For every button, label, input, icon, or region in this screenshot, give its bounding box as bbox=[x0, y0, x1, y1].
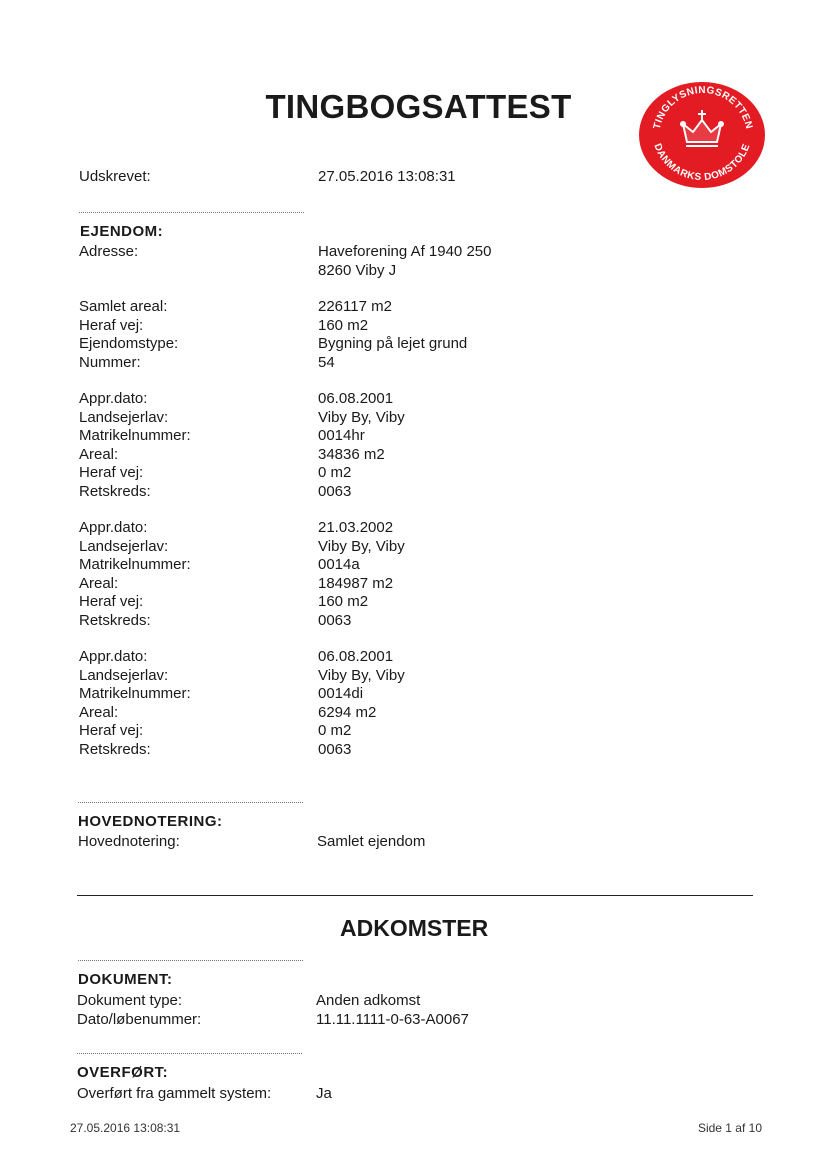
divider bbox=[78, 802, 303, 803]
parcel-value: 184987 m2 bbox=[318, 574, 394, 592]
parcel-label: Appr.dato: bbox=[79, 519, 148, 536]
footer-page-number: Side 1 af 10 bbox=[697, 1121, 762, 1135]
adresse-line2: 8260 Viby J bbox=[318, 262, 397, 279]
parcel-label: Retskreds: bbox=[79, 740, 151, 758]
parcel-value: 06.08.2001 bbox=[318, 390, 394, 407]
summary-label: Heraf vej: bbox=[79, 316, 144, 334]
parcel-value: Viby By, Viby bbox=[318, 408, 405, 426]
summary-value: 54 bbox=[318, 353, 335, 371]
hovednotering-value: Samlet ejendom bbox=[317, 833, 426, 850]
divider bbox=[77, 1053, 302, 1054]
parcel-label: Retskreds: bbox=[79, 482, 151, 500]
parcel-label: Heraf vej: bbox=[79, 464, 144, 481]
summary-value: 160 m2 bbox=[318, 316, 369, 334]
summary-label: Ejendomstype: bbox=[79, 335, 179, 352]
section-rule bbox=[77, 895, 753, 896]
parcel-label: Heraf vej: bbox=[79, 593, 144, 610]
divider bbox=[78, 960, 303, 961]
svg-text:TINGLYSNINGSRETTEN: TINGLYSNINGSRETTEN bbox=[651, 84, 755, 131]
summary-label: Nummer: bbox=[79, 353, 141, 371]
parcel-label: Heraf vej: bbox=[79, 722, 144, 739]
parcel-label: Areal: bbox=[79, 574, 119, 592]
parcel-value: 34836 m2 bbox=[318, 445, 385, 463]
adresse-label: Adresse: bbox=[79, 243, 139, 260]
parcel-value: 0063 bbox=[318, 611, 352, 629]
summary-label: Samlet areal: bbox=[79, 298, 168, 315]
parcel-value: 0 m2 bbox=[318, 722, 352, 739]
overfoert-label: Overført fra gammelt system: bbox=[77, 1085, 272, 1102]
parcel-label: Landsejerlav: bbox=[79, 537, 169, 555]
page-title: TINGBOGSATTEST bbox=[265, 88, 572, 125]
parcel-value: 21.03.2002 bbox=[318, 519, 394, 536]
parcel-value: 0014di bbox=[318, 685, 364, 702]
dokument-type-value: Anden adkomst bbox=[316, 992, 421, 1009]
parcel-label: Landsejerlav: bbox=[79, 666, 169, 684]
dokument-heading: DOKUMENT: bbox=[78, 971, 173, 988]
parcel-label: Retskreds: bbox=[79, 611, 151, 629]
parcel-label: Appr.dato: bbox=[79, 390, 148, 407]
parcel-label: Areal: bbox=[79, 703, 119, 721]
parcel-value: Viby By, Viby bbox=[318, 537, 405, 555]
parcel-value: 160 m2 bbox=[318, 593, 369, 610]
parcel-value: 06.08.2001 bbox=[318, 648, 394, 665]
adresse-line1: Haveforening Af 1940 250 bbox=[318, 243, 492, 260]
ejendom-heading: EJENDOM: bbox=[80, 223, 164, 240]
divider bbox=[79, 212, 304, 213]
hovednotering-label: Hovednotering: bbox=[78, 833, 180, 850]
court-seal-logo bbox=[637, 80, 767, 190]
parcel-label: Landsejerlav: bbox=[79, 408, 169, 426]
parcel-value: 0014hr bbox=[318, 427, 365, 444]
dokument-type-label: Dokument type: bbox=[77, 992, 183, 1009]
summary-value: Bygning på lejet grund bbox=[318, 335, 468, 352]
parcel-value: 6294 m2 bbox=[318, 703, 377, 721]
parcel-label: Appr.dato: bbox=[79, 648, 148, 665]
dato-loebenummer-value: 11.11.1111-0-63-A0067 bbox=[316, 1011, 469, 1028]
parcel-label: Matrikelnummer: bbox=[79, 556, 191, 573]
udskrevet-label: Udskrevet: bbox=[79, 168, 151, 185]
parcel-label: Areal: bbox=[79, 445, 119, 463]
parcel-label: Matrikelnummer: bbox=[79, 685, 191, 702]
summary-value: 226117 m2 bbox=[318, 298, 392, 315]
parcel-value: 0 m2 bbox=[318, 464, 352, 481]
svg-text:DANMARKS DOMSTOLE: DANMARKS DOMSTOLE bbox=[651, 142, 753, 184]
hovednotering-heading: HOVEDNOTERING: bbox=[78, 813, 223, 830]
dato-loebenummer-label: Dato/løbenummer: bbox=[77, 1011, 202, 1028]
overfoert-heading: OVERFØRT: bbox=[77, 1064, 169, 1081]
parcel-value: 0014a bbox=[318, 556, 360, 573]
overfoert-value: Ja bbox=[316, 1085, 332, 1102]
udskrevet-value: 27.05.2016 13:08:31 bbox=[318, 168, 456, 185]
footer-date: 27.05.2016 13:08:31 bbox=[70, 1121, 181, 1135]
parcel-value: Viby By, Viby bbox=[318, 666, 405, 684]
adkomster-heading: ADKOMSTER bbox=[340, 915, 489, 941]
parcel-value: 0063 bbox=[318, 482, 352, 500]
parcel-value: 0063 bbox=[318, 740, 352, 758]
parcel-label: Matrikelnummer: bbox=[79, 427, 191, 444]
